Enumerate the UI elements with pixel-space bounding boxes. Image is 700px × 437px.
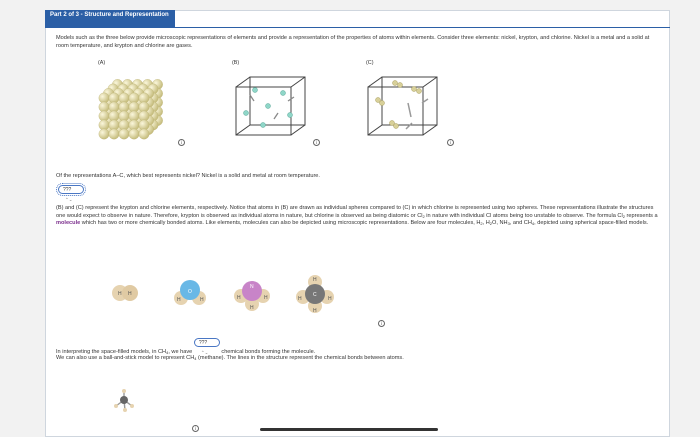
- methane-info-icon[interactable]: i: [192, 425, 199, 432]
- molecule-term: molecule: [56, 220, 81, 227]
- chlorine-box-model: [362, 73, 444, 139]
- chevron-down-icon: ⌃⌄: [200, 350, 209, 355]
- nickel-atom: [119, 120, 129, 130]
- nickel-atom: [139, 93, 149, 103]
- nh3-atom-n: N: [250, 284, 254, 290]
- nickel-answer-select[interactable]: [58, 185, 84, 202]
- model-c-info-icon[interactable]: i: [447, 139, 454, 146]
- nickel-atom: [109, 93, 119, 103]
- nickel-atom: [109, 102, 119, 112]
- nh3-atom-h3: H: [250, 305, 254, 311]
- intro-text: Models such as the three below provide microscopic representations of elements and provide a representation of the properties of atoms within elements. Consider three elements: nickel, krypton, and chlorine. Nickel is a metal and a solid at room temperature, and krypton and chlorine are gases.: [56, 35, 650, 49]
- nh3-space-filled-model: [232, 276, 272, 314]
- h2o-atom-h2: H: [200, 297, 204, 303]
- nickel-atom: [99, 120, 109, 130]
- nickel-atom: [119, 129, 129, 139]
- nickel-atom: [109, 111, 119, 121]
- nickel-atom: [129, 129, 139, 139]
- part-divider: [175, 27, 670, 28]
- nickel-atom: [99, 102, 109, 112]
- methane-ball-and-stick-model: [112, 388, 136, 414]
- chevron-down-icon: ⌃⌄: [65, 197, 73, 202]
- model-a-label: (A): [98, 60, 106, 66]
- question-nickel: Of the representations A–C, which best represents nickel? Nickel is a solid and metal at room temperature.: [56, 173, 320, 179]
- nickel-atom: [119, 111, 129, 121]
- h2o-atom-h1: H: [177, 297, 181, 303]
- ch4-atom-h3: H: [328, 296, 332, 302]
- nickel-atom: [129, 93, 139, 103]
- nickel-atom: [109, 129, 119, 139]
- ch4-atom-h1: H: [313, 277, 317, 283]
- nickel-atom: [99, 93, 109, 103]
- krypton-box-model: [230, 73, 312, 139]
- ball-and-stick-intro: We can also use a ball-and-stick model to represent $CH_4$ (methane). The lines in the structure represent the chemical bonds between atoms.: [56, 355, 404, 361]
- ch4-space-filled-model: [295, 273, 335, 315]
- nickel-atom: [139, 102, 149, 112]
- nickel-atom: [129, 120, 139, 130]
- h2o-space-filled-model: [170, 278, 210, 308]
- part-title: Part 2 of 3 - Structure and Representation: [45, 10, 175, 28]
- nickel-atom: [119, 93, 129, 103]
- nh3-atom-h2: H: [264, 295, 268, 301]
- question-ch4-bonds: In interpreting the space-filled models, in $CH_4$, we have ???⌃⌄ chemical bonds forming the molecule.: [56, 340, 316, 355]
- nickel-atom: [139, 120, 149, 130]
- molecule-explanation: (B) and (C) represent the krypton and chlorine elements, respectively. Notice that atoms in (B) are drawn as individual spheres compared to (C) in which chlorine is represented using two spheres. These representations illustrate the structures one would expect to observe in nature. Therefore, krypton is observed as individual atoms in nature, but chlorine is observed as being diatomic or $Cl_2$ in nature with individual Cl atoms being too unstable to observe. The formula $Cl_2$ represents a molecule which has two or more chemically bonded atoms. Like elements, molecules can also be depicted using microscopic representations. Below are four molecules, $H_2$, $H_2O$, $NH_3$, and $CH_4$, depicted using spherical space-filled models.: [56, 205, 658, 227]
- h2-atom-h1: H: [118, 291, 122, 297]
- nickel-atom: [99, 111, 109, 121]
- nickel-atom: [139, 129, 149, 139]
- nh3-atom-h1: H: [237, 295, 241, 301]
- nickel-atom: [119, 102, 129, 112]
- ch4-atom-c: C: [313, 292, 317, 298]
- h2-atom-h2: H: [128, 291, 132, 297]
- nickel-answer-value: ???: [63, 187, 72, 193]
- ch4-bonds-value: ???: [198, 340, 208, 346]
- ch4-atom-h4: H: [313, 308, 317, 314]
- molecules-info-icon[interactable]: i: [378, 320, 385, 327]
- nickel-atom: [139, 111, 149, 121]
- model-b-info-icon[interactable]: i: [313, 139, 320, 146]
- h2o-atom-o: O: [188, 289, 192, 295]
- nickel-atom: [109, 120, 119, 130]
- model-c-label: (C): [366, 60, 374, 66]
- ch4-atom-h2: H: [298, 296, 302, 302]
- model-a-info-icon[interactable]: i: [178, 139, 185, 146]
- h2-space-filled-model: [110, 282, 140, 304]
- nickel-atom: [129, 111, 139, 121]
- nickel-lattice-model: [96, 76, 176, 146]
- ch4-bonds-select[interactable]: [194, 338, 220, 355]
- scrollbar-thumb[interactable]: [260, 428, 438, 431]
- model-b-label: (B): [232, 60, 240, 66]
- nickel-atom: [129, 102, 139, 112]
- nickel-atom: [99, 129, 109, 139]
